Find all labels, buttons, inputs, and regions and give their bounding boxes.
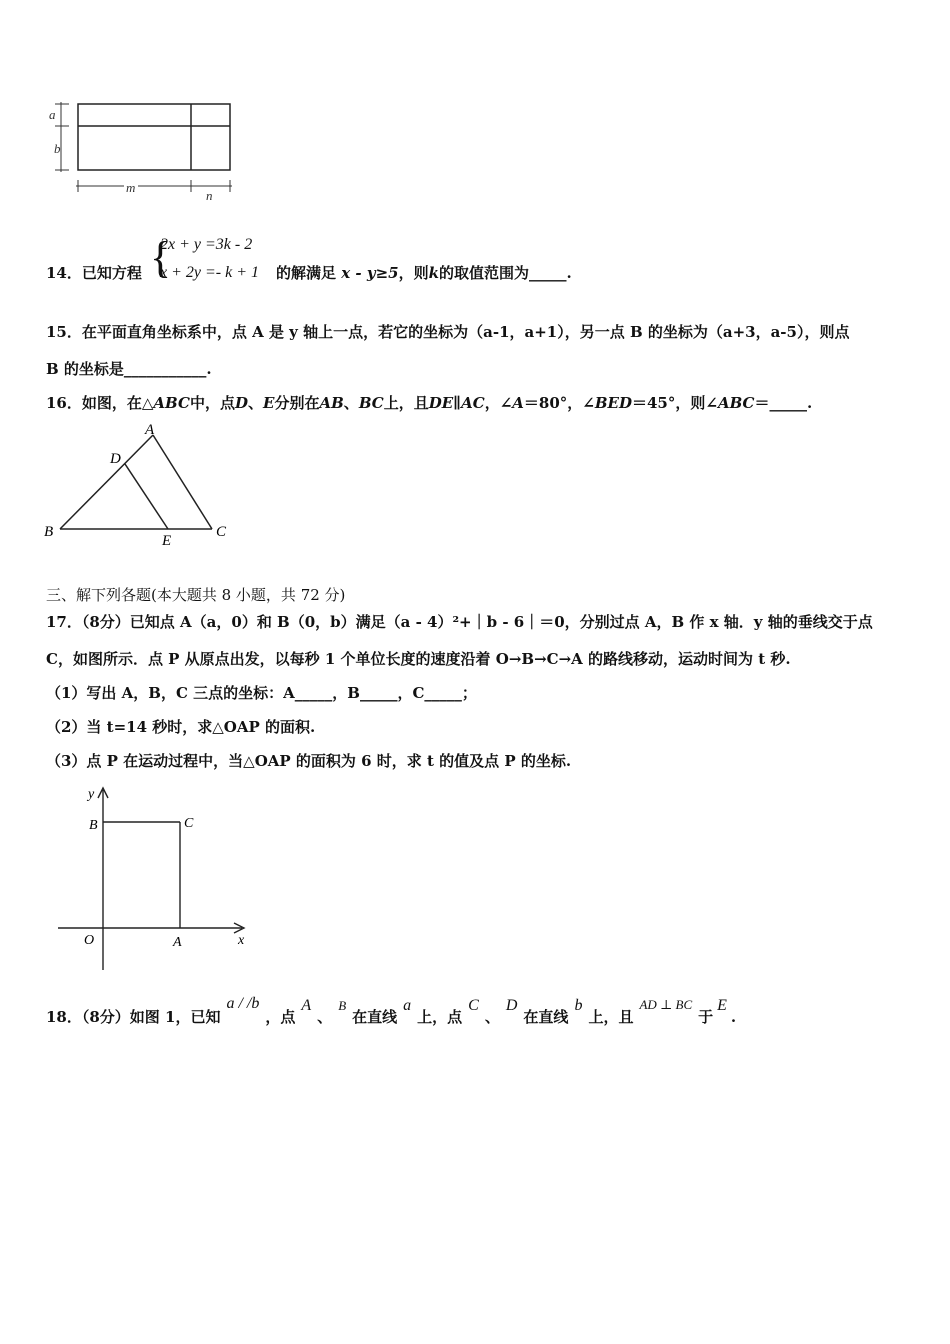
label-y: y bbox=[88, 787, 95, 802]
label-b: b bbox=[54, 141, 61, 156]
label-B: B bbox=[44, 524, 54, 540]
q17-sub2: （2）当 t=14 秒时，求△OAP 的面积. bbox=[46, 718, 316, 736]
q17-sub3: （3）点 P 在运动过程中，当△OAP 的面积为 6 时，求 t 的值及点 P 的坐标. bbox=[46, 752, 572, 770]
q18-text: 18．（8分）如图 1，已知a / /b，点A、B在直线a上，点C、D在直线b上，且AD ⊥ BC于E. bbox=[46, 995, 737, 1026]
figure-rectangle-am-bn bbox=[44, 98, 240, 204]
q17-line1: 17．（8分）已知点 A（a，0）和 B（0，b）满足（a - 4）²+｜b - 6｜＝0，分别过点 A，B 作 x 轴．y 轴的垂线交于点 bbox=[46, 613, 873, 631]
figure-outer-rect bbox=[78, 104, 230, 170]
section-title: 三、解下列各题(本大题共 8 小题，共 72 分) bbox=[46, 586, 346, 604]
q16-text: 16．如图，在△ABC中，点D、E分别在AB、BC上，且DE∥AC，∠A＝80°，∠BED＝45°，则∠ABC＝_____. bbox=[46, 394, 813, 412]
label-B: B bbox=[89, 818, 98, 833]
figure-triangle-abc bbox=[40, 418, 240, 552]
q14-suffix: 的解满足 x - y≥5，则k的取值范围为_____. bbox=[276, 264, 572, 282]
q17-line2: C，如图所示．点 P 从原点出发，以每秒 1 个单位长度的速度沿着 O→B→C→A 的路线移动，运动时间为 t 秒. bbox=[46, 650, 791, 668]
segment-ba bbox=[60, 435, 153, 529]
label-O: O bbox=[84, 933, 95, 948]
label-C: C bbox=[216, 524, 227, 540]
label-E: E bbox=[162, 533, 172, 549]
label-C: C bbox=[184, 816, 194, 831]
label-A: A bbox=[173, 935, 182, 950]
q18-parallel: a / /b bbox=[226, 995, 260, 1012]
label-a: a bbox=[49, 107, 56, 122]
q15-line2: B 的坐标是___________. bbox=[46, 360, 212, 378]
brace-symbol: { bbox=[150, 233, 172, 282]
q14-equation-system bbox=[150, 233, 280, 288]
label-A: A bbox=[145, 422, 155, 438]
label-n: n bbox=[206, 188, 213, 203]
q17-sub1: （1）写出 A，B，C 三点的坐标：A_____，B_____，C_____； bbox=[46, 684, 477, 702]
label-x: x bbox=[238, 933, 245, 948]
label-m: m bbox=[126, 180, 136, 195]
q15-line1: 15．在平面直角坐标系中，点 A 是 y 轴上一点，若它的坐标为（a-1，a+1），另一点 B 的坐标为（a+3，a-5），则点 bbox=[46, 323, 850, 341]
segment-ac bbox=[153, 435, 212, 529]
q14-eq1: 2x + y =3k - 2 bbox=[160, 236, 253, 253]
q14-prefix: 14．已知方程 bbox=[46, 264, 142, 282]
segment-de bbox=[125, 464, 168, 529]
q14-eq2: x + 2y =- k + 1 bbox=[160, 264, 260, 281]
label-D: D bbox=[110, 451, 121, 467]
q18-perpendicular: AD ⊥ BC bbox=[639, 997, 693, 1012]
figure-coordinate-rectangle bbox=[52, 782, 256, 976]
